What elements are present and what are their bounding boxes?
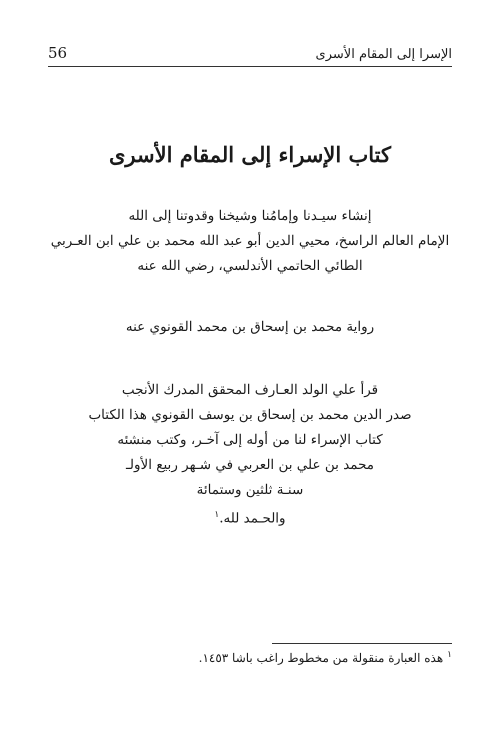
narration-block bbox=[40, 315, 460, 340]
dedication-line: إنشاء سيـدنا وإمامُنا وشيخنا وقدوتنا إلى الله bbox=[128, 208, 372, 224]
colophon-line: صدر الدين محمد بن إسحاق بن يوسف القونوي هذا الكتاب bbox=[88, 407, 412, 423]
colophon-line: محمد بن علي بن العربي في شـهر ربيع الأولـ bbox=[125, 457, 375, 473]
colophon-line: كتاب الإسراء لنا من أوله إلى آخـر، وكتب منشئه bbox=[117, 432, 383, 448]
footnote-text: هذه العبارة منقولة من مخطوط راغب باشا ١٤٥٣. bbox=[198, 651, 444, 665]
colophon-block bbox=[40, 378, 460, 532]
dedication-line: الإمام العالم الراسخ، محيي الدين أبو عبد الله محمد بن علي ابن العـربي bbox=[50, 233, 450, 249]
footnote-marker[interactable]: ١ bbox=[214, 510, 220, 520]
footnote-rule bbox=[272, 643, 452, 644]
page-number: 56 bbox=[48, 44, 68, 62]
running-title: الإسرا إلى المقام الأسرى bbox=[315, 47, 452, 62]
narration-line: رواية محمد بن إسحاق بن محمد القونوي عنه bbox=[125, 319, 375, 335]
header-rule bbox=[48, 66, 452, 67]
colophon-line-text: والحـمد لله. bbox=[219, 510, 286, 527]
chapter-title: كتاب الإسراء إلى المقام الأسرى bbox=[108, 142, 391, 167]
dedication-line: الطائي الحاتمي الأندلسي، رضي الله عنه bbox=[137, 258, 363, 274]
footnote-number: ١ bbox=[447, 650, 452, 660]
running-head bbox=[48, 38, 452, 62]
colophon-line: سنـة ثلثين وستمائة bbox=[196, 482, 304, 498]
colophon-line: قرأ علي الولد العـارف المحقق المدرك الأنجب bbox=[121, 382, 379, 398]
colophon-last-line bbox=[40, 503, 460, 532]
footnote bbox=[48, 650, 452, 665]
dedication-block bbox=[40, 204, 460, 279]
